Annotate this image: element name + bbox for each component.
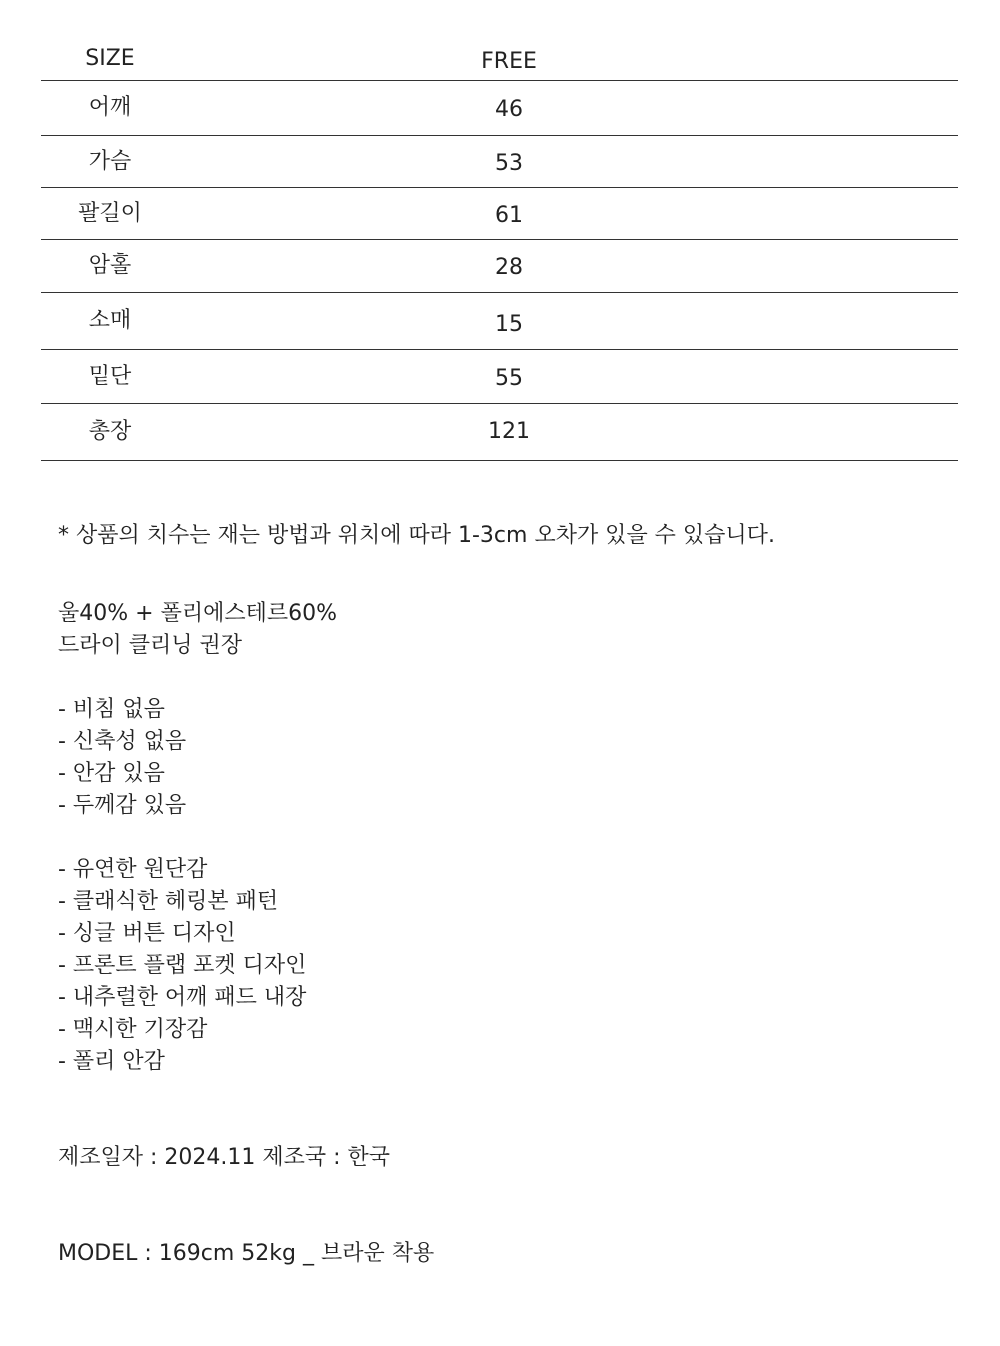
table-row bbox=[41, 81, 958, 136]
property-item: - 신축성 없음 bbox=[58, 729, 187, 754]
feature-item: - 프론트 플랩 포켓 디자인 bbox=[58, 953, 307, 978]
table-row bbox=[41, 240, 958, 293]
manufacture-info: 제조일자 : 2024.11 제조국 : 한국 bbox=[58, 1145, 391, 1170]
feature-item: - 싱글 버튼 디자인 bbox=[58, 921, 236, 946]
table-row bbox=[41, 404, 958, 461]
row-value: 121 bbox=[488, 419, 530, 444]
row-value: 55 bbox=[495, 365, 523, 391]
feature-item: - 클래식한 헤링본 패턴 bbox=[58, 889, 279, 914]
row-value: 15 bbox=[495, 312, 523, 337]
property-item: - 비침 없음 bbox=[58, 697, 165, 722]
table-row bbox=[41, 350, 958, 404]
header-value: FREE bbox=[481, 49, 537, 74]
feature-item: - 내추럴한 어깨 패드 내장 bbox=[58, 985, 307, 1010]
feature-item: - 유연한 원단감 bbox=[58, 857, 208, 882]
row-label: 어깨 bbox=[88, 95, 132, 120]
model-info: MODEL : 169cm 52kg _ 브라운 착용 bbox=[58, 1241, 435, 1266]
feature-item: - 폴리 안감 bbox=[58, 1049, 165, 1074]
row-value: 46 bbox=[495, 97, 523, 122]
care-instruction: 드라이 클리닝 권장 bbox=[58, 633, 243, 658]
row-label: 총장 bbox=[88, 419, 132, 444]
row-label: 팔길이 bbox=[78, 200, 142, 226]
feature-item: - 맥시한 기장감 bbox=[58, 1017, 208, 1042]
table-row bbox=[41, 136, 958, 188]
row-value: 28 bbox=[495, 255, 523, 280]
material-composition: 울40% + 폴리에스테르60% bbox=[58, 601, 337, 626]
row-label: 가슴 bbox=[88, 148, 132, 174]
table-row bbox=[41, 188, 958, 240]
property-item: - 안감 있음 bbox=[58, 761, 165, 786]
header-label: SIZE bbox=[85, 46, 135, 71]
row-label: 소매 bbox=[88, 308, 132, 333]
size-table bbox=[41, 38, 958, 461]
row-value: 61 bbox=[495, 202, 523, 228]
row-value: 53 bbox=[495, 150, 523, 176]
row-label: 암홀 bbox=[88, 253, 132, 278]
size-table-header bbox=[41, 38, 958, 81]
property-item: - 두께감 있음 bbox=[58, 793, 187, 818]
measurement-notice: * 상품의 치수는 재는 방법과 위치에 따라 1-3cm 오차가 있을 수 있습니다. bbox=[58, 523, 775, 548]
table-row bbox=[41, 293, 958, 350]
row-label: 밑단 bbox=[88, 363, 132, 389]
